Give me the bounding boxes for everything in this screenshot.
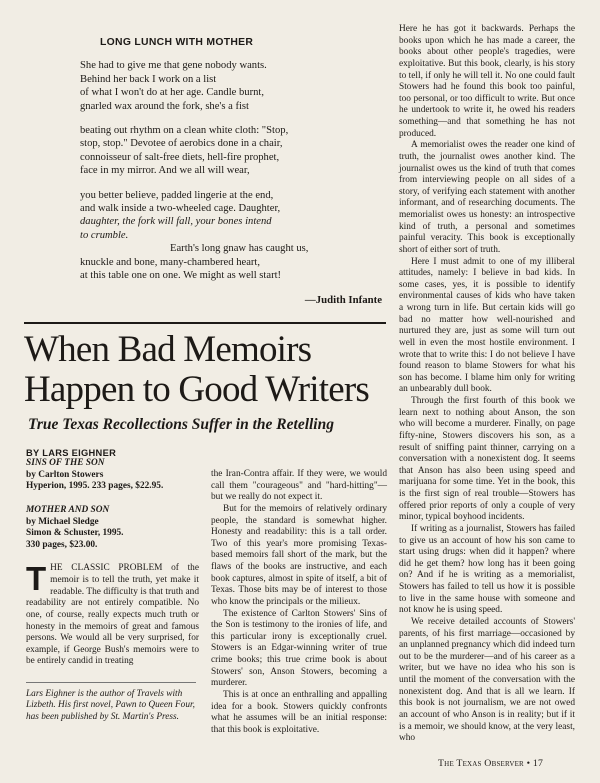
body-paragraph: This is at once an enthralling and appalling idea for a book. Stowers quickly confronts what he assumes will be an initial response: that this book is exploitative. (211, 689, 387, 735)
book-author: by Michael Sledge (26, 516, 99, 527)
body-paragraph: But for the memoirs of relatively ordinary people, the standard is somewhat higher. Honesty and readability: this is a tall order. Two of this year's more promising Texas-based memoirs fall short of the mark, but the flaws of the books are instructive, and each book captures, almost in spite of itself, a bit of Texas. Those bits may be of interest to those who know the principals or the milieux. (211, 503, 387, 607)
book-info-2 (26, 505, 199, 552)
article-headline (24, 330, 394, 410)
poem-line: gnarled wax around the fork, she's a fist (80, 100, 250, 112)
drop-cap: T (26, 560, 47, 598)
footer-separator: • (526, 758, 531, 769)
lead-paragraph-text: HE CLASSIC PROBLEM of the memoir is to tell the truth, yet make it readable. The difficulty is that truth and readability are not entirely compatible. No one, of course, really expects much truth or honesty in the memoirs of great and famous persons. We would all be very surprised, for example, if George Bush's memoirs were to be entirely candid in treating (26, 563, 199, 667)
body-paragraph: We receive detailed accounts of Stowers' parents, of his first marriage—occasioned by an unplanned pregnancy which did indeed turn out to be the murderer—and of his career as a writer, but we have no idea who his son is until the moment of the conversation with the nonexistent dog. And that is all we learn. If this book is not journalism, we are not owed an account of who Anson is in reality; but if it is a memoir, we should know, at the very least, who (399, 616, 575, 744)
poem-line: face in my mirror. And we all will wear, (80, 165, 250, 177)
book-info-1 (26, 458, 199, 493)
poem (80, 36, 388, 307)
article-byline: BY LARS EIGHNER (26, 448, 117, 458)
body-paragraph: If writing as a journalist, Stowers has failed to give us an account of how his son came to start using drugs: when did it happen? where did he get them? how long has it been going on? And if he is writing as a memorialist, Stowers has failed to tell us how it is possible to live in the same house with someone and not know he is using speed. (399, 523, 575, 616)
page-number: 17 (532, 758, 544, 769)
book-title: MOTHER AND SON (26, 504, 110, 515)
column-right (399, 24, 575, 745)
poem-line: of what I won't do at her age. Candle burnt, (80, 87, 265, 99)
author-note: Lars Eighner is the author of Travels with Lizbeth. His first novel, Pawn to Queen Four, has been published by St. Martin's Press. (26, 682, 196, 723)
poem-title: LONG LUNCH WITH MOTHER (100, 37, 254, 48)
poem-line: Behind her back I work on a list (80, 73, 217, 85)
poem-line: She had to give me that gene nobody wants. (80, 60, 267, 72)
poem-line: knuckle and bone, many-chambered heart, (80, 256, 261, 268)
column-middle (211, 469, 387, 736)
poem-line: beating out rhythm on a clean white cloth: "Stop, (80, 125, 289, 137)
poem-line: at this table one on one. We might as well start! (80, 270, 282, 282)
headline-line-1: When Bad Memoirs (24, 329, 312, 370)
headline-line-2: Happen to Good Writers (24, 369, 370, 410)
book-title: SINS OF THE SON (26, 458, 105, 468)
poem-author: —Judith Infante (304, 293, 382, 306)
lead-paragraph (26, 560, 199, 668)
poem-line: daughter, the fork will fall, your bones intend (80, 216, 272, 228)
poem-line: stop, stop." Devotee of aerobics done in a chair, (80, 138, 283, 150)
body-paragraph: the Iran-Contra affair. If they were, we would call them "courageous" and "hard-hitting"—but we really do not expect it. (211, 469, 387, 503)
body-paragraph: The existence of Carlton Stowers' Sins of the Son is testimony to the ironies of life, and this particular irony is exceptionally cruel. Stowers is an Edgar-winning writer of true crime books; this true crime book is about Stowers' son, Anson Stowers, becoming a murderer. (211, 608, 387, 689)
column-left (26, 458, 199, 668)
book-author: by Carlton Stowers (26, 469, 104, 480)
body-paragraph: Here I must admit to one of my illiberal attitudes, namely: I believe in bad kids. In some cases, yes, it is possible to identify environmental causes of kids who have taken a wrong turn in life. But certain kids will go bad no matter how well-nourished and nurtured they are, just as some will turn out well in even the most hostile environment. I wrote that to write this: I do not believe I have found reason to blame Stowers for what his son has become. I blame him only for writing an unbearably dull book. (399, 256, 575, 395)
body-paragraph: A memorialist owes the reader one kind of truth, the journalist owes another kind. The journalist owes us the kind of truth that comes from interviewing people on all sides of a story, of verifying each statement with another informant, and of researching documents. The memorialist owes us honesty: an introspective kind of truth, a personal and sometimes painful veracity. This book is exceptionally short of either sort of truth. (399, 140, 575, 255)
body-paragraph: Here he has got it backwards. Perhaps the books upon which he has made a career, the books about other people's tragedies, were exploitative. But this book, clearly, is his story to tell, if only he will tell it. No one could fault Stowers had he found this book too painful, too personal, or too difficult to write. But once he undertook to write it, he owed his readers something—and that something he has not produced. (399, 24, 575, 139)
article-subhead: True Texas Recollections Suffer in the Retelling (28, 416, 334, 433)
poem-line: to crumble. (80, 229, 129, 241)
book-details-2: 330 pages, $23.00. (26, 539, 98, 550)
poem-line: connoisseur of salt-free diets, hell-fire prophet, (80, 151, 280, 163)
magazine-name: The Texas Observer (438, 758, 524, 769)
section-divider (24, 322, 386, 324)
body-paragraph: Through the first fourth of this book we learn next to nothing about Anson, the son who will become a murderer. Finally, on page fifty-nine, Stowers discovers his son, as a result of sniffing paint thinner, carrying on a conversation with a nonexistent dog. It seems that Anson has also been using speed and marijuana for some time. Yet in the book, this is the first sign of real trouble—Stowers has offered prior reports of only a couple of very minor, typical boyhood incidents. (399, 396, 575, 523)
poem-stanza-1 (80, 59, 388, 113)
page-footer (438, 758, 543, 769)
book-details: Simon & Schuster, 1995. (26, 528, 124, 539)
poem-line: you better believe, padded lingerie at the end, (80, 189, 274, 201)
poem-stanza-2 (80, 124, 388, 178)
poem-line: Earth's long gnaw has caught us, (170, 243, 309, 255)
book-details: Hyperion, 1995. 233 pages, $22.95. (26, 481, 164, 492)
poem-line: and walk inside a two-wheeled cage. Daughter, (80, 203, 281, 215)
poem-stanza-3 (80, 189, 388, 283)
